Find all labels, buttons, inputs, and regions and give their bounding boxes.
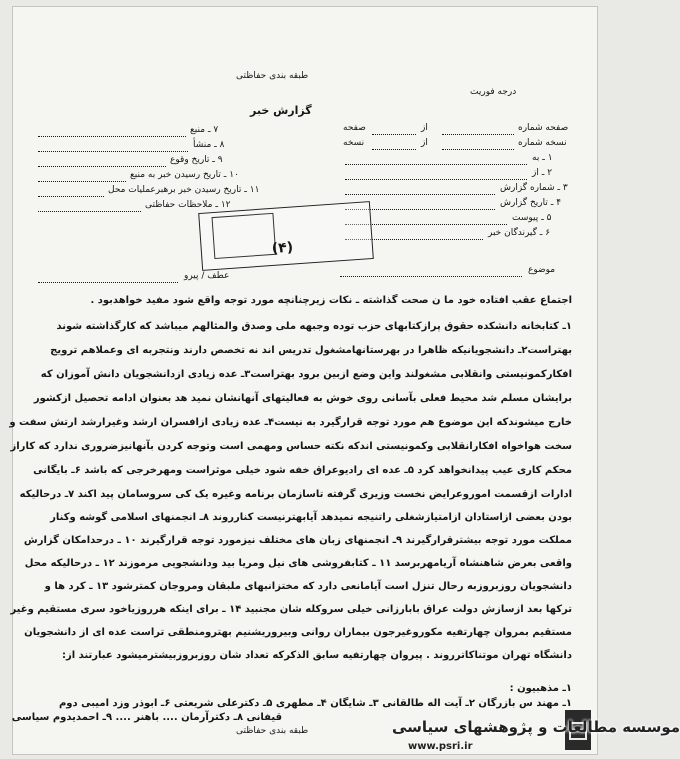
body-line: ترکها بعد ازسازش دولت عراق بابارزانی خیلی سروکله شان مجنبید ۱۴ ـ برای اینکه هرروزیاخود سری مستقیم وغیر: [10, 604, 572, 615]
body-line: افکارکمونیستی وانقلابی مشغولند واین وضع ازبین برود بهتراست۳ـ عده زیادی ازدانشجویان دانش آموزان که: [40, 369, 572, 380]
body-line: مملکت مورد توجه بیشترقرارگیرند ۹ـ انجمنهای زبان های مختلف نیزمورد توجه قرارگیرند ۱۰ ـ درحدامکان گزارش: [23, 535, 572, 546]
field-line: [38, 181, 126, 182]
field-label-security-notes: ۱۲ ـ ملاحظات حفاظتی: [145, 200, 231, 210]
field-line: [442, 134, 514, 135]
body-line: اجتماع عقب افتاده خود ما ن صحت گذاشته ـ نکات زیرچنانچه مورد توجه واقع شود مفید خواهدبود .: [90, 295, 572, 306]
institute-url: www.psri.ir: [408, 741, 473, 752]
field-line: [38, 166, 166, 167]
field-label-copy-of: از: [421, 138, 428, 148]
body-line: مستقیم بمروان چهارتفیه مکوروغیرجون بیماران روانی وبیروریشنیم بهترومنطقی تراست عده ای از دانشجویان: [24, 627, 572, 638]
field-line: [38, 196, 104, 197]
field-line: [442, 149, 514, 150]
field-line: [345, 164, 527, 165]
field-label-origin: ۸ ـ منشأ: [193, 140, 225, 150]
subject-line: [340, 276, 522, 277]
footer-classification-label: طبقه بندی حفاظتی: [236, 726, 309, 736]
field-line: [345, 179, 527, 180]
subject-label: موضوع: [528, 265, 556, 275]
field-label-date-received-ops: ۱۱ ـ تاریخ رسیدن خبر برهبرعملیات محل: [108, 185, 260, 195]
field-label-source: ۷ ـ منبع: [190, 125, 219, 135]
body-line: دانشگاه تهران موتناکاترروند . پیروان چهارتفیه سابق الذکرکه تعداد شان روزبروزبیشترمیشود عبارتند از:: [62, 650, 572, 661]
list-line: ۱ـ مهند س بازرگان ۲ـ آیت اله طالقانی ۳ـ شایگان ۴ـ مطهری ۵ـ دکترعلی شریعتی ۶ـ ابوذر وزد امیبی دوم: [58, 698, 572, 709]
body-line: سخت هواخواه افکارانقلابی وکمونیستی اندکه نکته حساس ومهمی است وتوجه کردن بآنهانیزضروری ندارد که کاراز: [10, 441, 572, 452]
body-line: ادارات ازقسمت اموروعرایض نخست وزیری گرفته تاسازمان برنامه وغیره یک کی سروسامان پید اکند ۷ـ درحالیکه: [19, 489, 572, 500]
field-label-date-occurred: ۹ ـ تاریخ وقوع: [170, 155, 223, 165]
field-label-copy-number: نسخه شماره: [518, 138, 567, 148]
form-title: گزارش خبر: [250, 104, 312, 117]
field-label-date-received-source: ۱۰ ـ تاریخ رسیدن خبر به منبع: [130, 170, 239, 180]
field-label-page-unit: صفحه: [343, 123, 366, 133]
body-line: بودن بعضی ازاستادان ازامتیازشغلی راتنیجه نمیدهد آیابهترنیست کنارروند ۸ـ انجمنهای اسلامی گوشه وکنار: [50, 512, 572, 523]
field-label-report-date: ۴ ـ تاریخ گزارش: [500, 198, 562, 208]
field-label-copy-unit: نسخه: [343, 138, 365, 148]
field-label-recipients: ۶ ـ گیرندگان خبر: [488, 228, 551, 238]
reference-label: عطف / پیرو: [184, 271, 230, 281]
field-line: [38, 136, 186, 137]
document-sheet: [9, 6, 598, 755]
body-line: واقعی بعرض شاهنشاه آریامهربرسد ۱۱ ـ کتابفروشی های نیل ومریا بید ودانشجویی مرموزند ۱۲ ـ درحالیکه محل: [24, 558, 572, 569]
body-line: برایشان مسلم شد محیط فعلی بآسانی روی خوش به فعالیتهای آنهانشان نمید هد بعنوان ادامه تحصیل ازکشور: [33, 393, 572, 404]
field-label-page-of: از: [421, 123, 428, 133]
field-line: [372, 149, 416, 150]
field-label-attachment: ۵ ـ پیوست: [512, 213, 552, 223]
body-line: ۱ـ کتابخانه دانشکده حقوق پرازکتابهای حزب توده وجبهه ملی وصدق والمثالهم میباشد که کارگذاشته شوند: [56, 321, 572, 332]
list-line: قیفانی ۸ـ دکترآرمان .... باهنر .... ۹ـ احمدیدوم سیاسی: [11, 712, 282, 723]
field-line: [372, 134, 416, 135]
body-line: خارج میشوندکه این موضوع هم مورد توجه قرارگیرد به نیست۴ـ عده زیادی ازافسران ارشد وغیرارشد ارتش سفت و: [9, 417, 572, 428]
institute-watermark: موسسه مطالعات و پژوهشهای سیاسی: [392, 718, 680, 736]
reference-line: [38, 282, 178, 283]
list-heading: ۱ـ مذهبیون :: [509, 683, 572, 694]
body-line: محکم کاری عیب پیدانخواهد کرد ۵ـ عده ای رادیوعراق خفه شود خیلی موثراست ومهرخرجی که باشد ۶ـ بایگانی: [33, 465, 572, 476]
priority-label: درجه فوریت: [470, 87, 517, 97]
field-line: [38, 211, 141, 212]
field-label-from: ۲ ـ از: [532, 168, 553, 178]
field-line: [38, 151, 188, 152]
classification-label: طبقه بندی حفاظتی: [236, 71, 309, 81]
stamp-inner-box: [212, 213, 277, 259]
stamp-number: (۴): [271, 239, 294, 257]
field-label-to: ۱ ـ به: [532, 153, 553, 163]
field-line: [345, 194, 495, 195]
body-line: بهتراست۲ـ دانشجویانیکه ظاهرا در بهرستانهامشغول تدریس اند نه تخصص دارند ونتجربه ای وعملاهم ترویج: [50, 345, 572, 356]
body-line: دانشجویان روزبروزبه رحال تنزل است آیامانعی دارد که مختزانبهای ملبقان ومروجان کمترشود ۱۳ ـ کرد ها و: [44, 581, 572, 592]
field-label-page-number: صفحه شماره: [518, 123, 569, 133]
field-label-report-number: ۳ ـ شماره گزارش: [500, 183, 568, 193]
archive-stamp: [198, 201, 374, 271]
